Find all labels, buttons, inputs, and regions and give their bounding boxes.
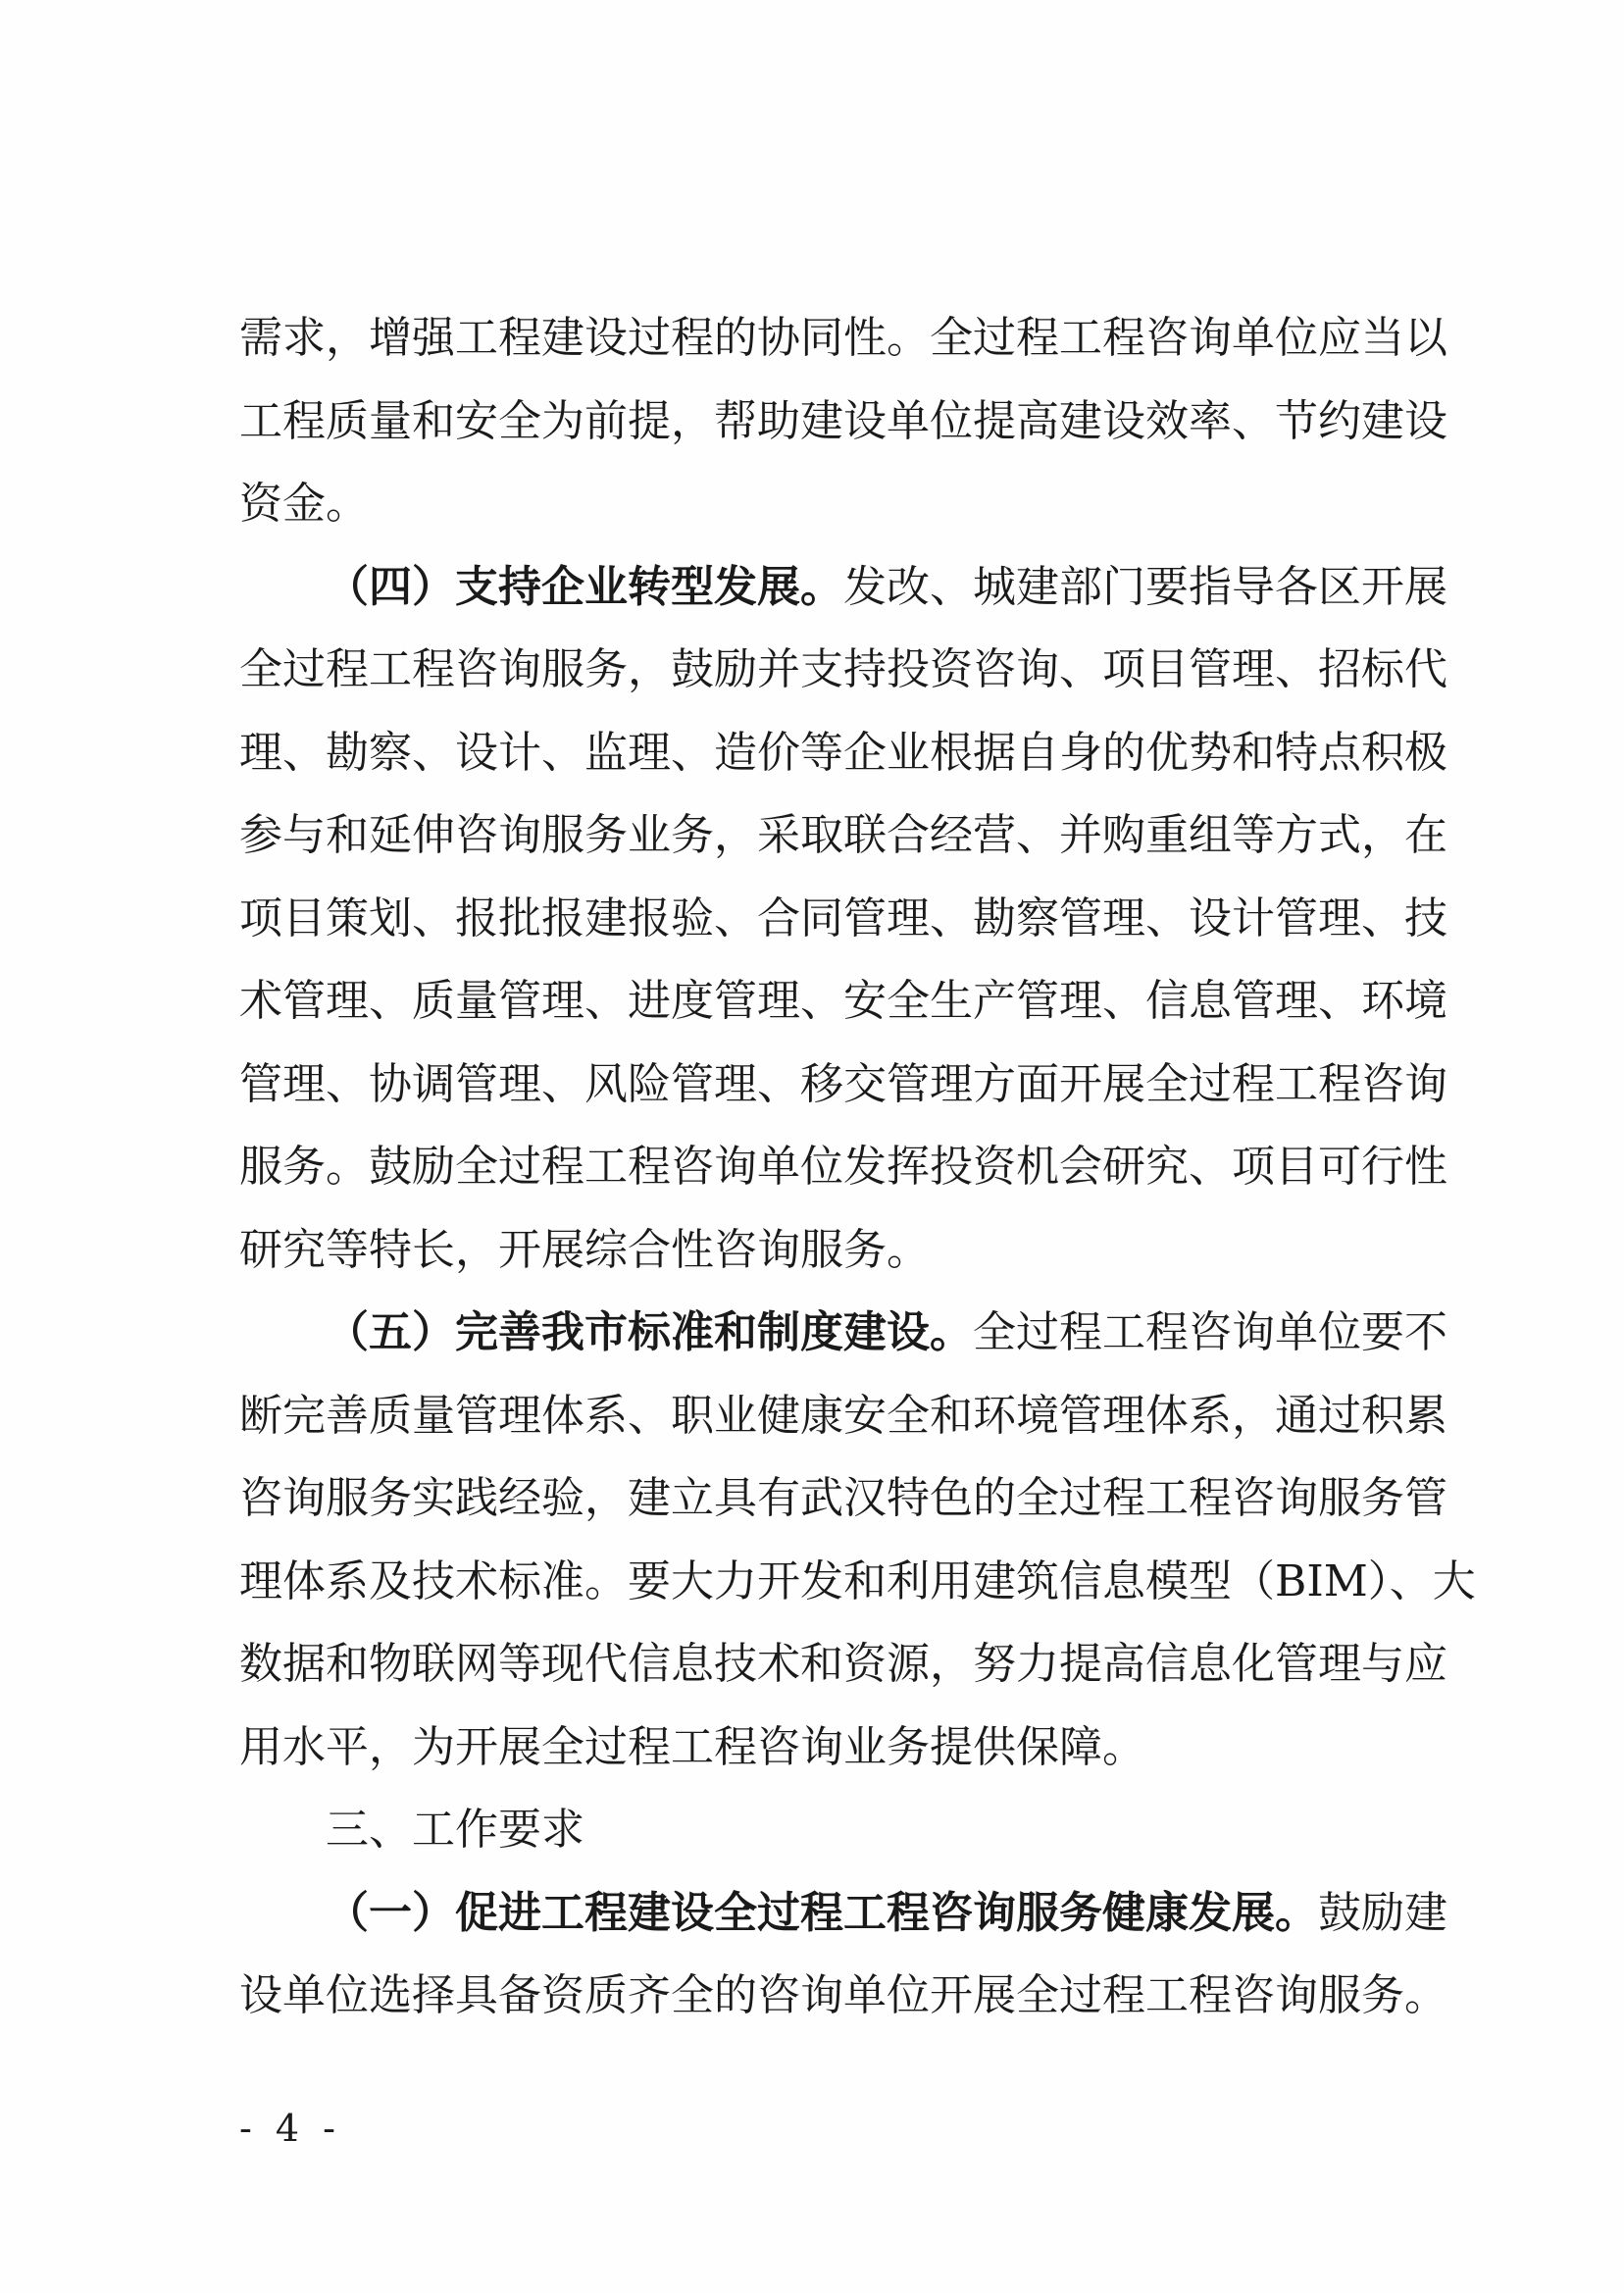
- line-text: 数据和物联网等现代信息技术和资源，努力提高信息化管理与应: [239, 1639, 1447, 1689]
- paragraph-line: [239, 712, 1446, 795]
- line-text: 参与和延伸咨询服务业务，采取联合经营、并购重组等方式，在: [239, 810, 1447, 860]
- paragraph-line: [239, 1707, 1446, 1790]
- body-text: [239, 297, 1476, 2038]
- line-text: 理体系及技术标准。要大力开发和利用建筑信息模型（BIM）、大: [239, 1555, 1476, 1606]
- line-text: 鼓励建: [1318, 1887, 1447, 1938]
- paragraph-line: [239, 1623, 1446, 1707]
- line-text: 管理、协调管理、风险管理、移交管理方面开展全过程工程咨询: [239, 1058, 1447, 1109]
- line-text: 咨询服务实践经验，建立具有武汉特色的全过程工程咨询服务管: [239, 1473, 1447, 1523]
- paragraph-line: [239, 629, 1446, 712]
- section-4-title: （四）支持企业转型发展。: [326, 561, 843, 612]
- subsection-1-title: （一）促进工程建设全过程工程咨询服务健康发展。: [326, 1887, 1318, 1938]
- line-text: 设单位选择具备资质齐全的咨询单位开展全过程工程咨询服务。: [239, 1970, 1447, 2020]
- line-text: 工程质量和安全为前提，帮助建设单位提高建设效率、节约建设: [239, 395, 1447, 446]
- paragraph-line: [239, 1457, 1446, 1541]
- line-text: 断完善质量管理体系、职业健康安全和环境管理体系，通过积累: [239, 1390, 1447, 1441]
- paragraph-line: [239, 1375, 1446, 1458]
- line-text: 术管理、质量管理、进度管理、安全生产管理、信息管理、环境: [239, 976, 1447, 1026]
- paragraph-line: [239, 960, 1446, 1044]
- paragraph-line-subsection-1: [239, 1872, 1446, 1956]
- line-text: 用水平，为开展全过程工程咨询业务提供保障。: [239, 1721, 1145, 1772]
- line-text: 发改、城建部门要指导各区开展: [843, 561, 1447, 612]
- paragraph-line-section-5: [239, 1292, 1446, 1375]
- line-text: 全过程工程咨询服务，鼓励并支持投资咨询、项目管理、招标代: [239, 644, 1447, 694]
- heading-text: 三、工作要求: [326, 1805, 584, 1855]
- line-text: 全过程工程咨询单位要不: [973, 1307, 1447, 1357]
- line-text: 项目策划、报批报建报验、合同管理、勘察管理、设计管理、技: [239, 892, 1447, 943]
- line-text: 理、勘察、设计、监理、造价等企业根据自身的优势和特点积极: [239, 727, 1447, 778]
- section-5-title: （五）完善我市标准和制度建设。: [326, 1307, 973, 1357]
- line-text: 研究等特长，开展综合性咨询服务。: [239, 1224, 930, 1275]
- line-text: 需求，增强工程建设过程的协同性。全过程工程咨询单位应当以: [239, 313, 1447, 363]
- line-text: 资金。: [239, 479, 369, 529]
- paragraph-line: [239, 794, 1446, 878]
- paragraph-line-section-4: [239, 546, 1446, 630]
- paragraph-line: [239, 463, 1446, 546]
- paragraph-line: [239, 297, 1446, 381]
- paragraph-line: [239, 1044, 1446, 1127]
- line-text: 服务。鼓励全过程工程咨询单位发挥投资机会研究、项目可行性: [239, 1142, 1447, 1192]
- paragraph-line: [239, 878, 1446, 961]
- paragraph-line: [239, 1541, 1476, 1624]
- section-heading-work-requirements: [239, 1789, 1446, 1872]
- paragraph-line: [239, 1209, 1446, 1293]
- paragraph-line: [239, 381, 1446, 464]
- paragraph-line: [239, 1126, 1446, 1209]
- paragraph-line: [239, 1955, 1446, 2038]
- page-number: - 4 -: [239, 2107, 342, 2150]
